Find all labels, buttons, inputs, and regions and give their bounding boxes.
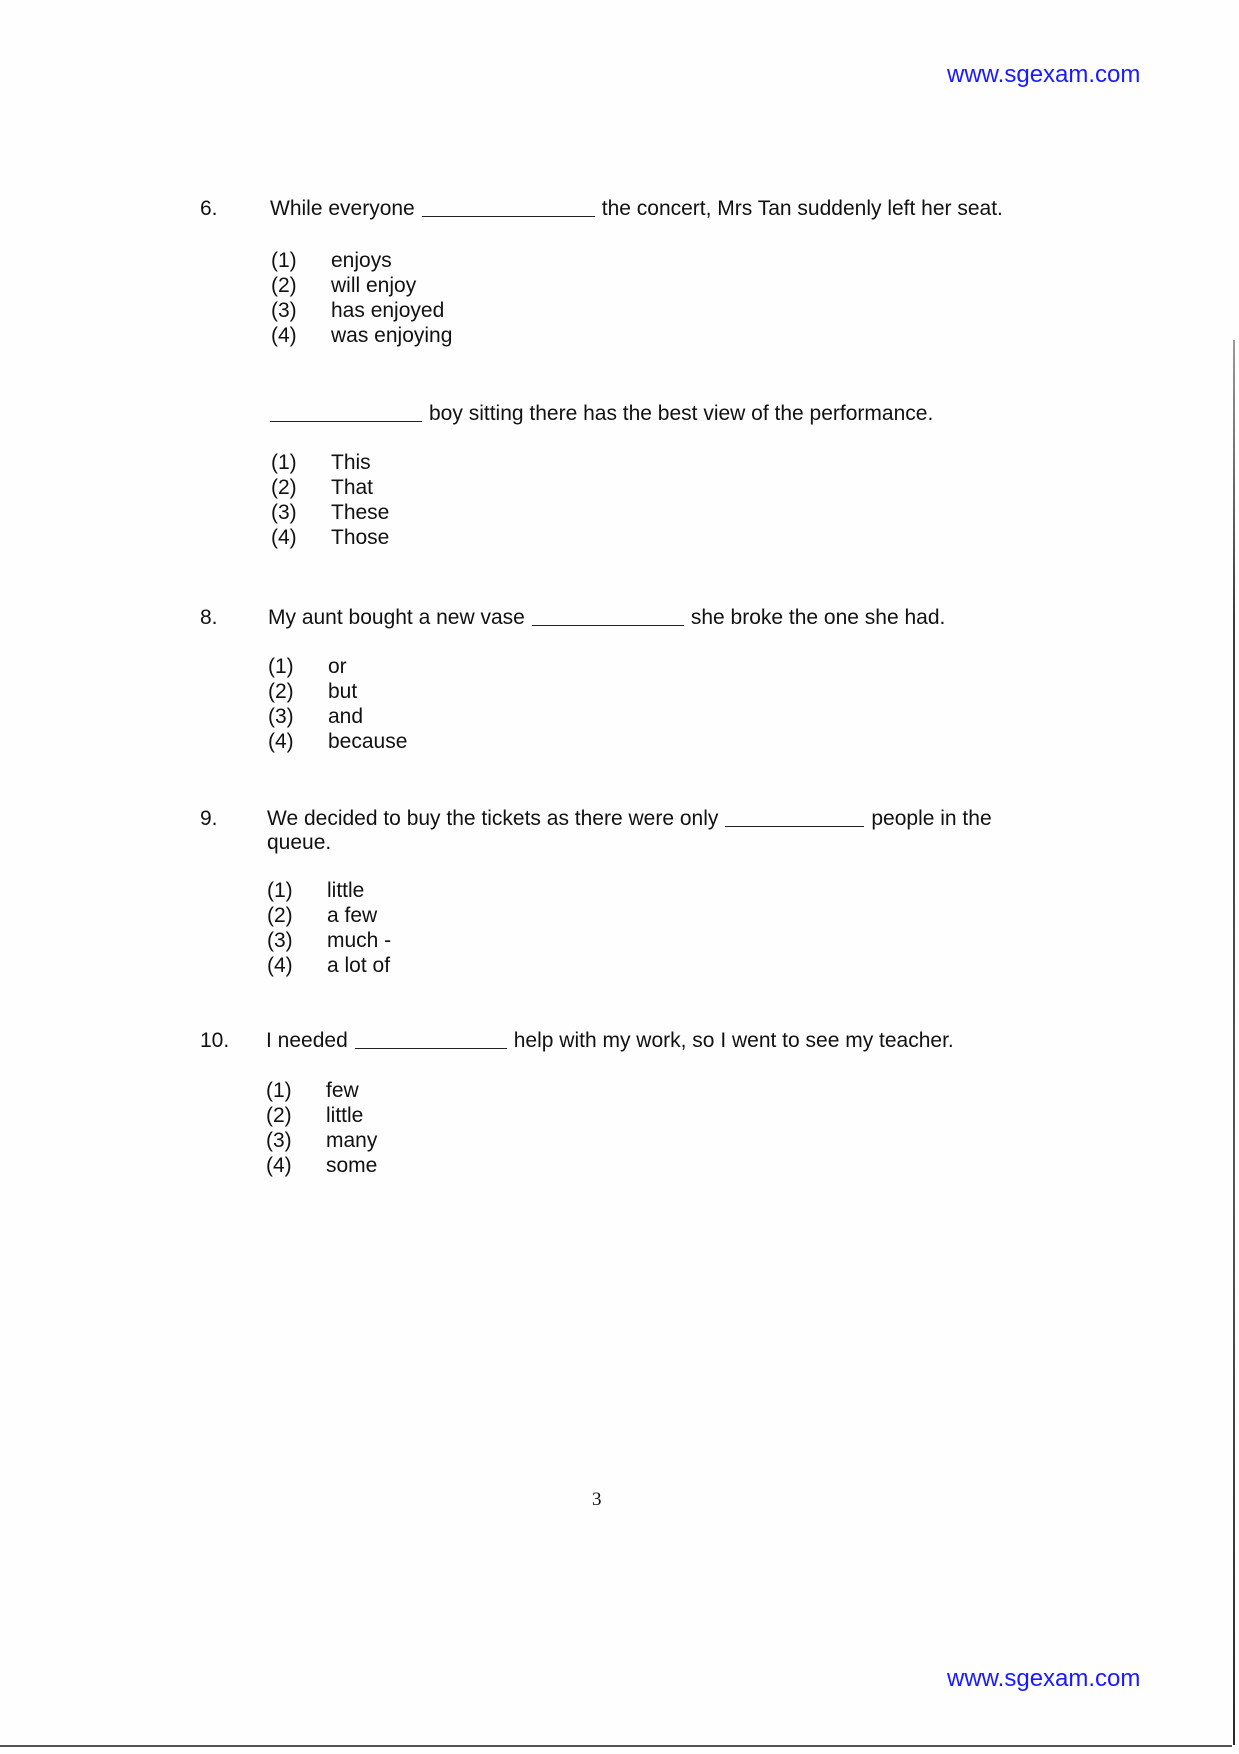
option-text: This <box>331 451 371 474</box>
answer-blank <box>270 420 422 422</box>
option-2 <box>271 273 452 298</box>
option-text: was enjoying <box>331 324 453 347</box>
option-text: enjoys <box>331 249 392 272</box>
option-label: (2) <box>271 274 297 297</box>
stem-line <box>266 1029 954 1053</box>
option-3 <box>268 704 407 729</box>
page-number: 3 <box>592 1489 602 1510</box>
option-text: a few <box>327 904 378 927</box>
option-1 <box>271 450 389 475</box>
option-list <box>271 450 389 550</box>
option-text: has enjoyed <box>331 299 445 322</box>
stem-line <box>270 402 933 426</box>
question-stem <box>268 606 945 630</box>
question-number: 6. <box>200 197 218 220</box>
option-label: (1) <box>271 249 297 272</box>
stem-text-before: While everyone <box>270 197 415 220</box>
option-text: because <box>328 730 408 753</box>
option-1 <box>271 248 452 273</box>
stem-text-before: We decided to buy the tickets as there were only <box>267 807 719 830</box>
option-text: and <box>328 705 364 728</box>
option-1 <box>268 654 407 679</box>
option-text: but <box>328 680 358 703</box>
option-text: will enjoy <box>331 274 417 297</box>
option-label: (3) <box>271 299 297 322</box>
stem-text-after: boy sitting there has the best view of the performance. <box>429 402 934 425</box>
option-label: (3) <box>266 1129 292 1152</box>
answer-blank <box>725 825 864 827</box>
stem-line <box>268 606 945 630</box>
footer-site-link[interactable]: www.sgexam.com <box>947 1665 1141 1692</box>
option-text: little <box>326 1104 364 1127</box>
option-text: little <box>327 879 365 902</box>
option-label: (1) <box>266 1079 292 1102</box>
question-number: 8. <box>200 606 218 629</box>
question-number: 10. <box>200 1029 230 1052</box>
stem-second-line: queue. <box>267 831 332 854</box>
option-text: These <box>331 501 390 524</box>
option-list <box>267 878 391 978</box>
stem-text-after: people in the <box>871 807 992 830</box>
option-2 <box>271 475 389 500</box>
scan-edge-line-bottom <box>0 1745 1232 1747</box>
option-text: or <box>328 655 347 678</box>
option-2 <box>266 1103 377 1128</box>
option-label: (3) <box>267 929 293 952</box>
option-text: few <box>326 1079 359 1102</box>
option-label: (1) <box>267 879 293 902</box>
option-1 <box>266 1078 377 1103</box>
option-list <box>266 1078 377 1178</box>
option-3 <box>271 298 452 323</box>
option-label: (2) <box>266 1104 292 1127</box>
option-3 <box>267 928 391 953</box>
option-text: some <box>326 1154 378 1177</box>
option-label: (4) <box>268 730 294 753</box>
option-list <box>268 654 407 754</box>
option-text: much - <box>327 929 392 952</box>
answer-blank <box>422 215 595 217</box>
option-label: (4) <box>267 954 293 977</box>
option-3 <box>266 1128 377 1153</box>
option-4 <box>267 953 391 978</box>
option-2 <box>267 903 391 928</box>
answer-blank <box>355 1047 507 1049</box>
stem-line <box>267 807 992 831</box>
question-stem <box>270 197 1003 221</box>
option-label: (3) <box>268 705 294 728</box>
stem-text-before: I needed <box>266 1029 348 1052</box>
stem-line <box>270 197 1003 221</box>
option-1 <box>267 878 391 903</box>
stem-text-before: My aunt bought a new vase <box>268 606 525 629</box>
option-label: (1) <box>271 451 297 474</box>
stem-text-after: help with my work, so I went to see my teacher. <box>513 1029 954 1052</box>
option-text: a lot of <box>327 954 391 977</box>
option-text: That <box>331 476 374 499</box>
option-4 <box>266 1153 377 1178</box>
header-site-link[interactable]: www.sgexam.com <box>947 61 1141 88</box>
question-stem <box>267 807 992 855</box>
option-label: (2) <box>267 904 293 927</box>
option-list <box>271 248 452 348</box>
option-label: (4) <box>266 1154 292 1177</box>
question-stem <box>266 1029 954 1053</box>
stem-text-after: she broke the one she had. <box>690 606 946 629</box>
option-text: many <box>326 1129 378 1152</box>
option-4 <box>271 323 452 348</box>
question-stem <box>270 402 933 426</box>
question-number: 9. <box>200 807 218 830</box>
option-3 <box>271 500 389 525</box>
option-label: (4) <box>271 526 297 549</box>
option-2 <box>268 679 407 704</box>
answer-blank <box>532 624 684 626</box>
option-4 <box>271 525 389 550</box>
stem-text-after: the concert, Mrs Tan suddenly left her seat. <box>601 197 1003 220</box>
option-label: (4) <box>271 324 297 347</box>
option-label: (2) <box>271 476 297 499</box>
option-label: (2) <box>268 680 294 703</box>
option-text: Those <box>331 526 390 549</box>
option-4 <box>268 729 407 754</box>
option-label: (3) <box>271 501 297 524</box>
option-label: (1) <box>268 655 294 678</box>
scan-edge-line-right <box>1233 340 1235 1745</box>
